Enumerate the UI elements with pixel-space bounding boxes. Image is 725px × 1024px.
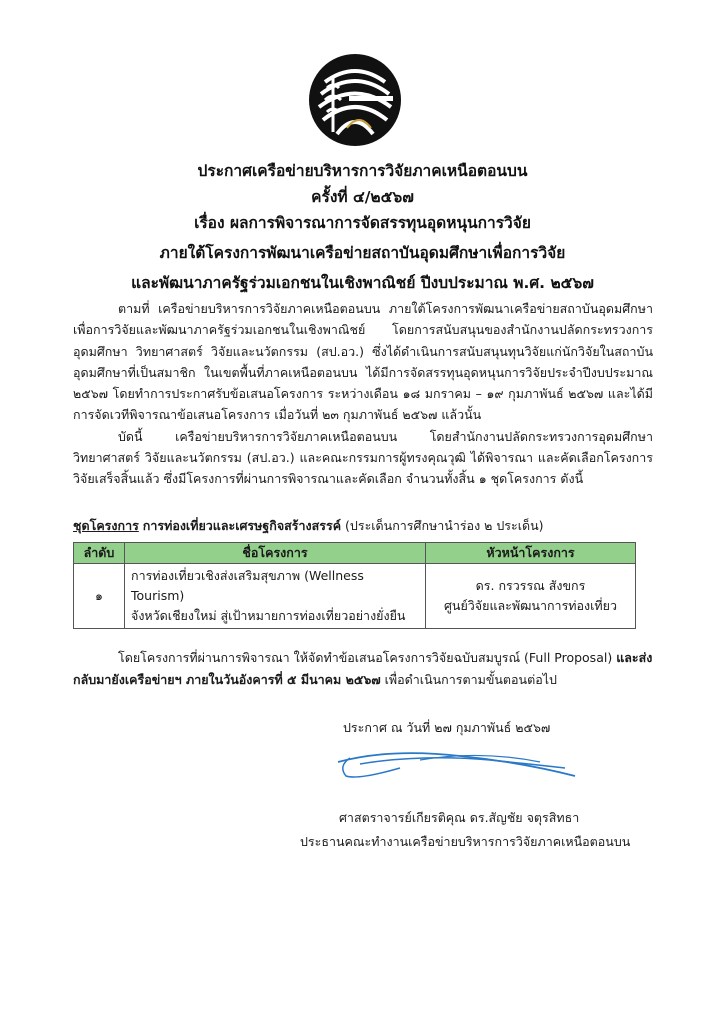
project-title-line-2: จังหวัดเชียงใหม่ สู่เป้าหมายการท่องเที่ยวอย่างยั่งยืน — [131, 608, 406, 623]
result-text-3: เพื่อดำเนินการตามขั้นตอนต่อไป — [380, 672, 557, 687]
signature — [330, 740, 585, 785]
paragraph-2: บัดนี้ เครือข่ายบริหารการวิจัยภาคเหนือตอนบน โดยสำนักงานปลัดกระทรวงการอุดมศึกษา วิทยาศาสตร์ วิจัยและนวัตกรรม (สป.อว.) และคณะกรรมการผู้ทรงคุณวุฒิ ได้พิจารณา และคัดเลือกโครงการวิจัยเสร็จสิ้นแล้ว ซึ่งมีโครงการที่ผ่านการพิจารณาและคัดเลือก จำนวนทั้งสิ้น ๑ ชุดโครงการ ดังนี้ — [73, 428, 653, 487]
project-set-name: การท่องเที่ยวและเศรษฐกิจสร้างสรรค์ — [142, 518, 342, 533]
result-text-1: โดยโครงการที่ผ่านการพิจารณา ให้จัดทำข้อเสนอโครงการวิจัยฉบับสมบูรณ์ (Full Proposal) — [118, 650, 617, 665]
table-row — [74, 564, 636, 629]
network-seal-logo — [307, 52, 403, 148]
project-set-line — [73, 516, 544, 536]
result-paragraph — [73, 647, 653, 691]
project-set-label: ชุดโครงการ — [73, 518, 139, 533]
header-title: ชื่อโครงการ — [125, 543, 426, 564]
announcement-number: ครั้งที่ ๔/๒๕๖๗ — [311, 188, 414, 206]
header-no: ลำดับ — [74, 543, 125, 564]
project-leader-cell — [426, 564, 636, 629]
project-title-line-1: การท่องเที่ยวเชิงส่งเสริมสุขภาพ (Wellness Tourism) — [131, 568, 364, 603]
header-leader: หัวหน้าโครงการ — [426, 543, 636, 564]
announcement-title: ประกาศเครือข่ายบริหารการวิจัยภาคเหนือตอนบน — [197, 162, 528, 180]
signer-title: ประธานคณะทำงานเครือข่ายบริหารการวิจัยภาคเหนือตอนบน — [300, 834, 631, 849]
issue-date: ประกาศ ณ วันที่ ๒๗ กุมภาพันธ์ ๒๕๖๗ — [343, 720, 551, 735]
signer-name: ศาสตราจารย์เกียรติคุณ ดร.สัญชัย จตุรสิทธา — [339, 810, 580, 825]
project-title-cell — [125, 564, 426, 629]
leader-affiliation: ศูนย์วิจัยและพัฒนาการท่องเที่ยว — [443, 598, 617, 613]
subject-line: เรื่อง ผลการพิจารณาการจัดสรรทุนอุดหนุนการวิจัย — [194, 214, 531, 232]
project-table — [73, 542, 636, 629]
subject-line-3: และพัฒนาภาครัฐร่วมเอกชนในเชิงพาณิชย์ ปีงบประมาณ พ.ศ. ๒๕๖๗ — [131, 274, 594, 292]
result-deadline: และส่งกลับมายังเครือข่ายฯ ภายในวันอังคารที่ ๕ มีนาคม ๒๕๖๗ — [73, 650, 653, 687]
leader-name: ดร. กรวรรณ สังขกร — [475, 578, 586, 593]
project-set-note: (ประเด็นการศึกษานำร่อง ๒ ประเด็น) — [345, 518, 544, 533]
paragraph-1: ตามที่ เครือข่ายบริหารการวิจัยภาคเหนือตอนบน ภายใต้โครงการพัฒนาเครือข่ายสถาบันอุดมศึกษาเพื่อการวิจัยและพัฒนาภาครัฐร่วมเอกชนในเชิงพาณิชย์ โดยการสนับสนุนของสำนักงานปลัดกระทรวงการอุดมศึกษา วิทยาศาสตร์ วิจัยและนวัตกรรม (สป.อว.) ซึ่งได้ดำเนินการสนับสนุนทุนวิจัยแก่นักวิจัยในสถาบันอุดมศึกษาที่เป็นสมาชิก ในเขตพื้นที่ภาคเหนือตอนบน ได้มีการจัดสรรทุนอุดหนุนการวิจัยประจำปีงบประมาณ ๒๕๖๗ โดยทำการประกาศรับข้อเสนอโครงการ ระหว่างเดือน ๑๘ มกราคม – ๑๙ กุมภาพันธ์ ๒๕๖๗ และได้มีการจัดเวทีพิจารณาข้อเสนอโครงการ เมื่อวันที่ ๒๓ กุมภาพันธ์ ๒๕๖๗ แล้วนั้น — [73, 301, 653, 423]
body-text — [73, 298, 653, 490]
row-number: ๑ — [74, 564, 125, 629]
table-header-row — [74, 543, 636, 564]
subject-line-2: ภายใต้โครงการพัฒนาเครือข่ายสถาบันอุดมศึกษาเพื่อการวิจัย — [159, 244, 566, 262]
